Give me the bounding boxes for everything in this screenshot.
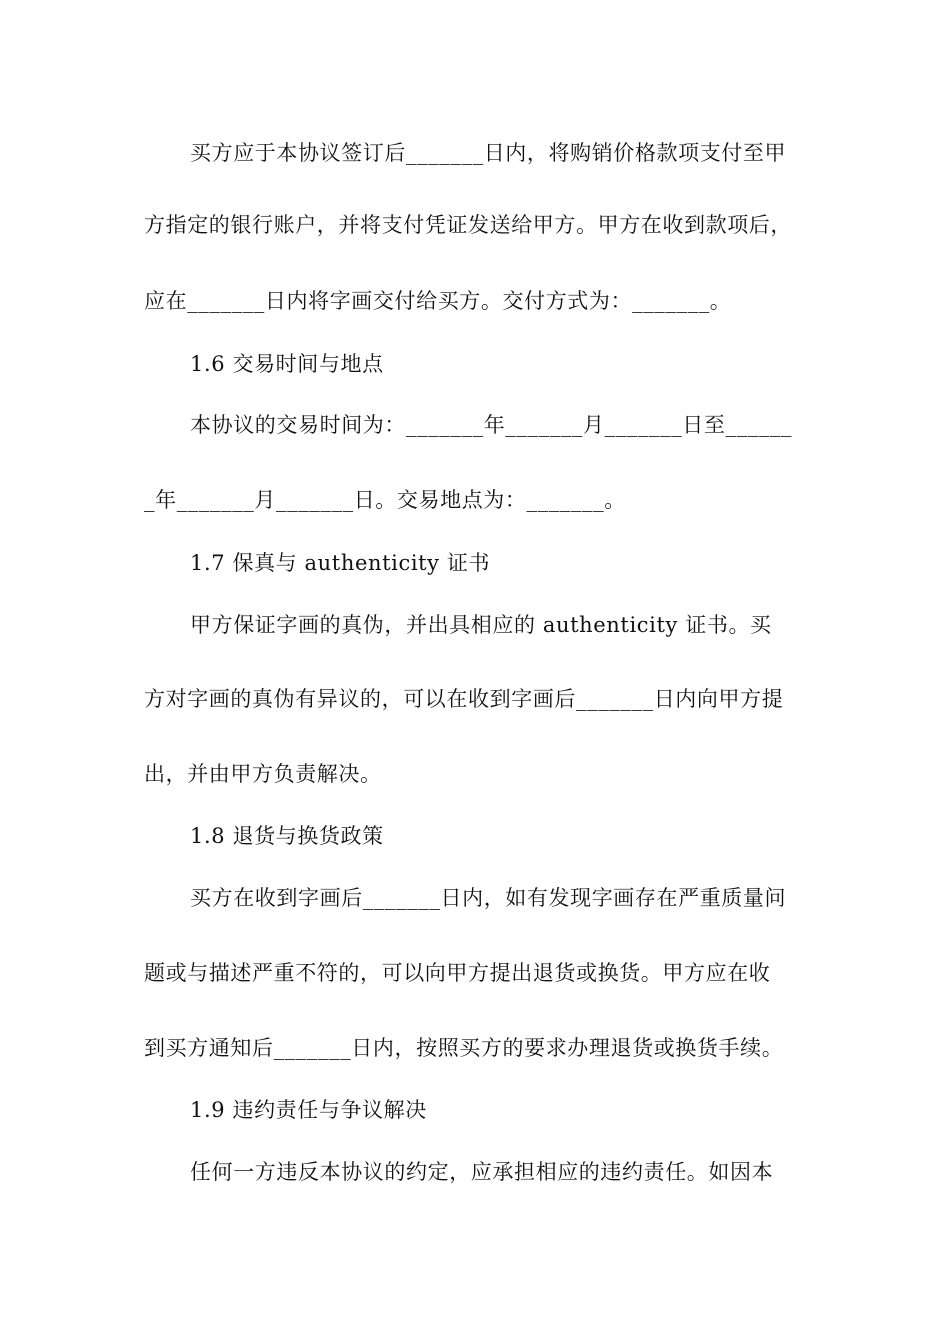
- paragraph-line: 方指定的银行账户，并将支付凭证发送给甲方。甲方在收到款项后，: [144, 213, 792, 237]
- paragraph-line: 方对字画的真伪有异议的，可以在收到字画后_______日内向甲方提: [144, 687, 784, 711]
- section-heading: 1.6 交易时间与地点: [190, 352, 384, 376]
- paragraph-line: 任何一方违反本协议的约定，应承担相应的违约责任。如因本: [190, 1160, 774, 1184]
- section-heading: 1.9 违约责任与争议解决: [190, 1098, 427, 1122]
- paragraph-line: 到买方通知后_______日内，按照买方的要求办理退货或换货手续。: [144, 1036, 784, 1060]
- paragraph-line: 题或与描述严重不符的，可以向甲方提出退货或换货。甲方应在收: [144, 961, 771, 985]
- paragraph-line: 买方应于本协议签订后_______日内，将购销价格款项支付至甲: [190, 141, 787, 165]
- paragraph-line: 应在_______日内将字画交付给买方。交付方式为：_______。: [144, 289, 732, 313]
- paragraph-line: 出，并由甲方负责解决。: [144, 762, 382, 786]
- paragraph-line: 买方在收到字画后_______日内，如有发现字画存在严重质量问: [190, 886, 787, 910]
- paragraph-line: _年_______月_______日。交易地点为：_______。: [144, 488, 626, 512]
- paragraph-line: 甲方保证字画的真伪，并出具相应的 authenticity 证书。买: [190, 613, 772, 637]
- section-heading: 1.7 保真与 authenticity 证书: [190, 551, 491, 575]
- paragraph-line: 本协议的交易时间为：_______年_______月_______日至______: [190, 413, 793, 437]
- section-heading: 1.8 退货与换货政策: [190, 824, 384, 848]
